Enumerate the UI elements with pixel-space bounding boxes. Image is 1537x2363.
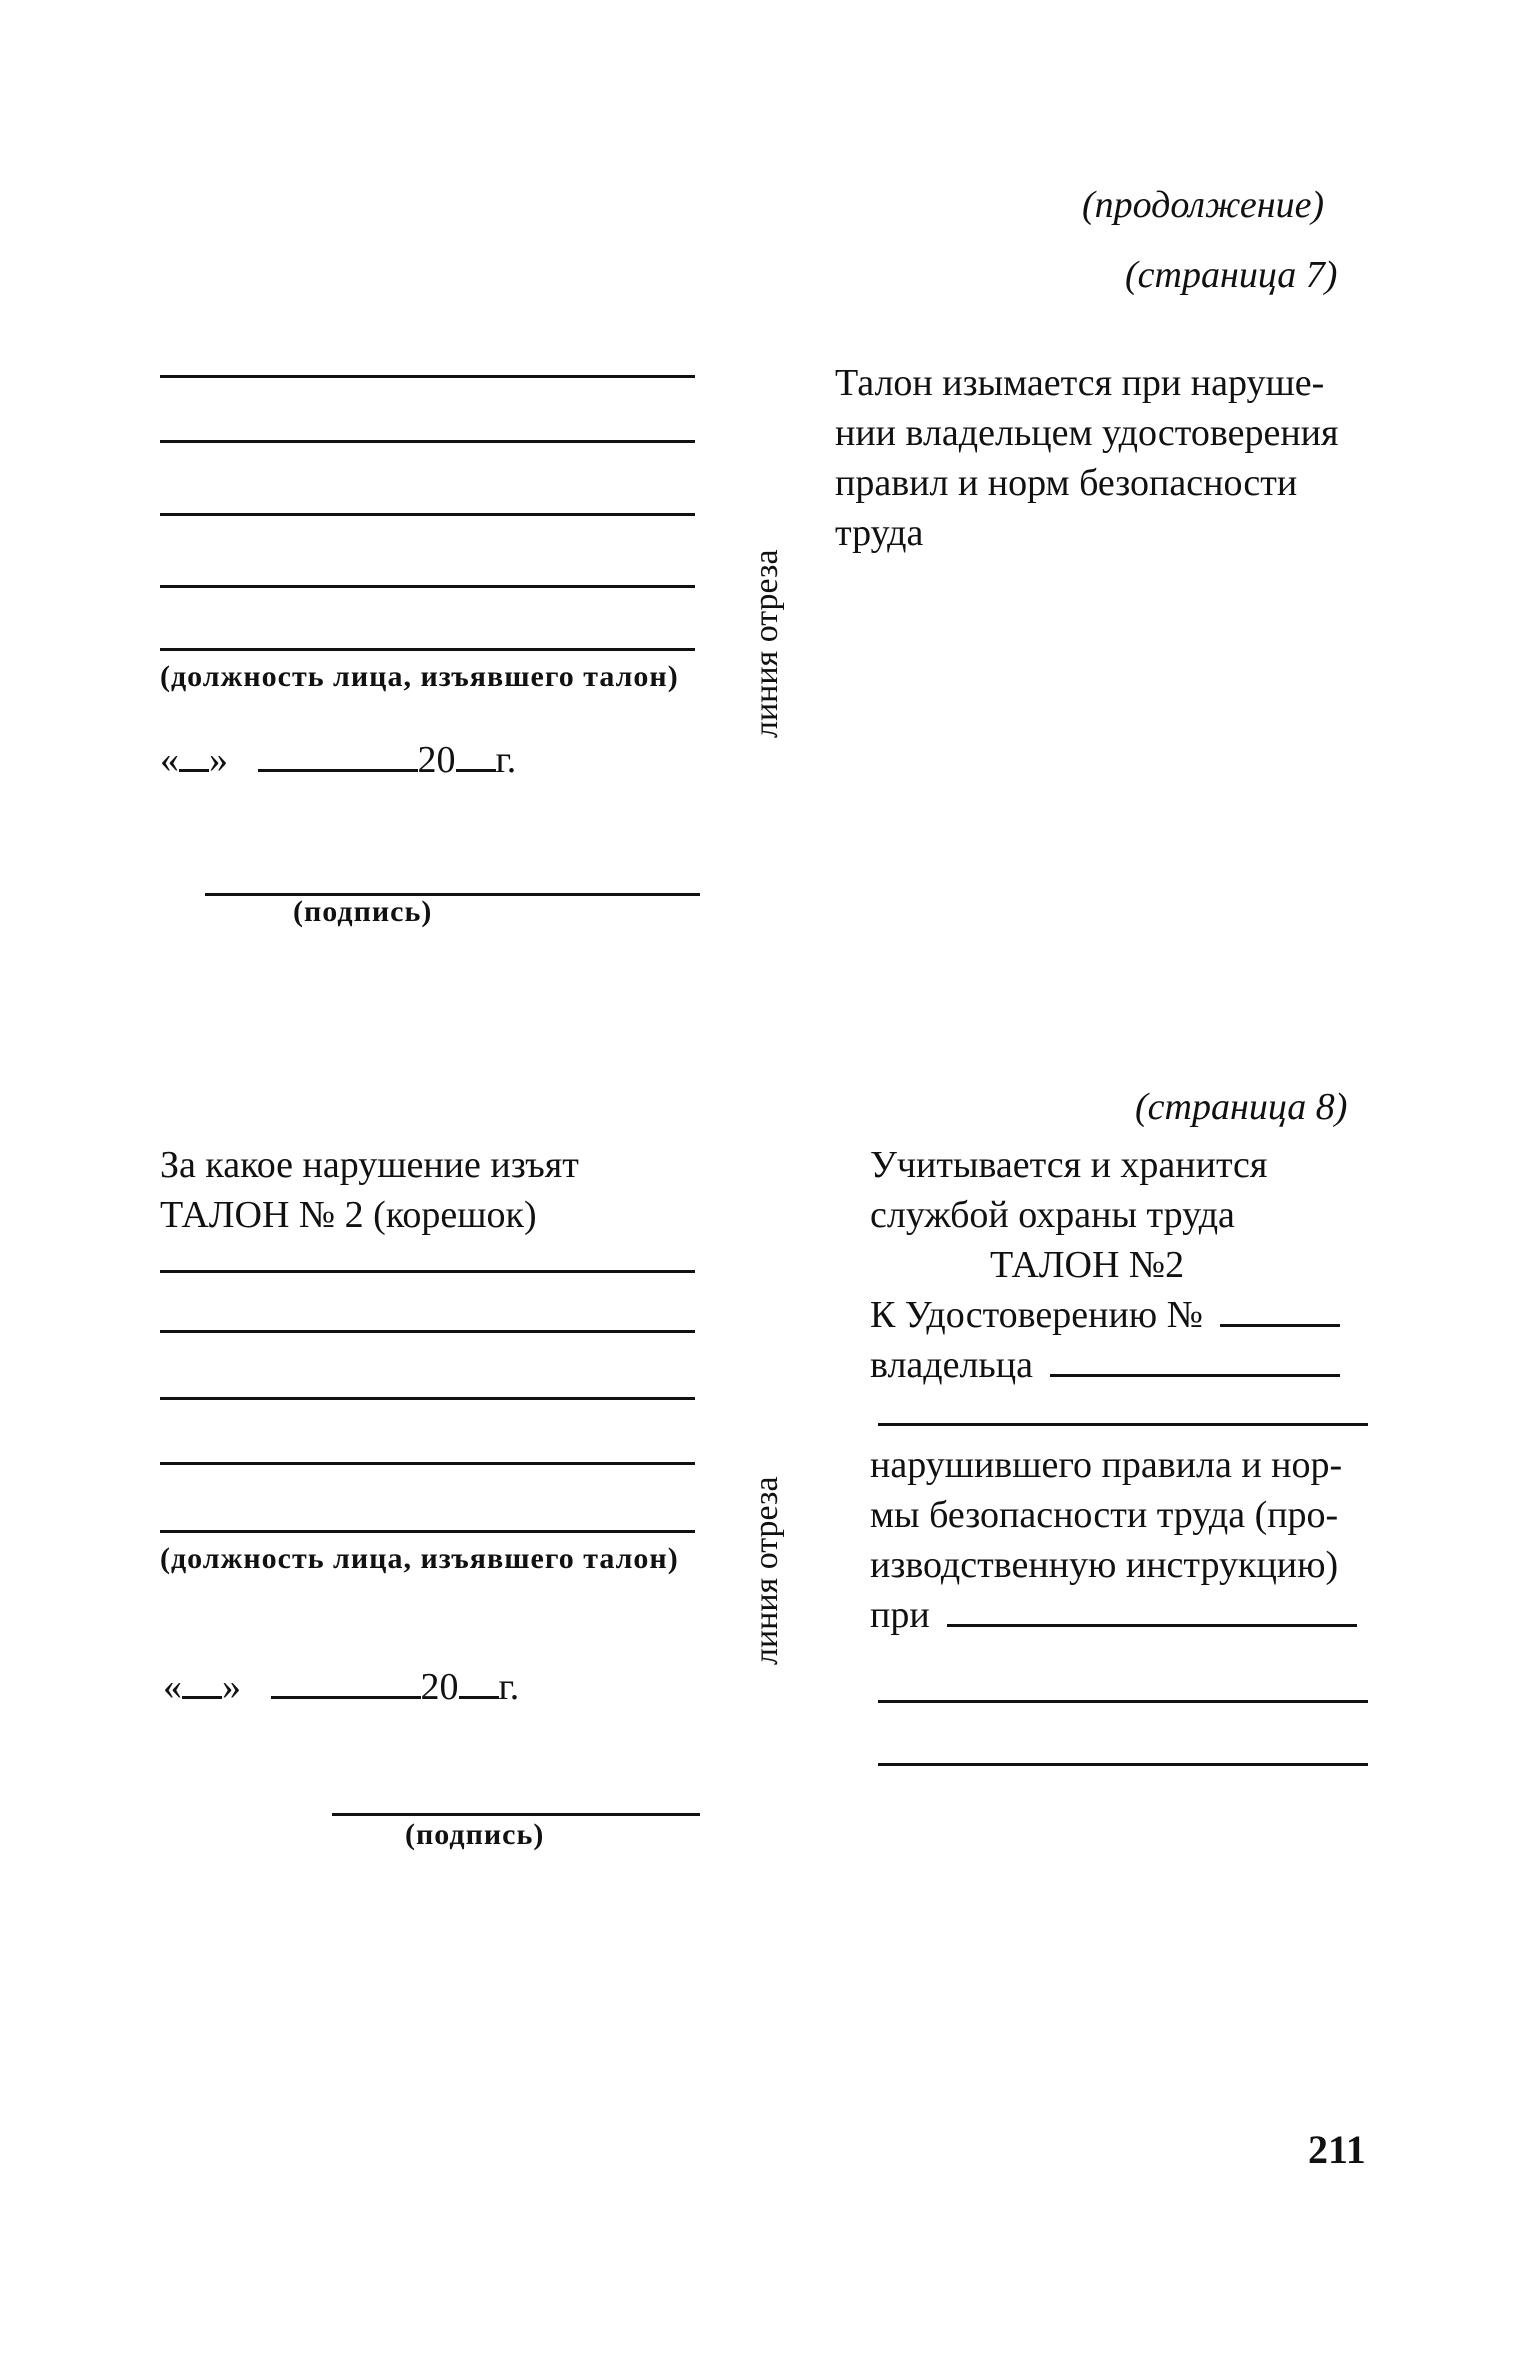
owner-label: владельца — [870, 1344, 1033, 1386]
signature-caption: (подпись) — [405, 1818, 545, 1851]
owner-name-continuation-line — [878, 1423, 1368, 1426]
owner-row — [870, 1340, 1340, 1390]
signature-line — [205, 893, 700, 896]
bottom-right-line-1: Учитывается и хранится — [870, 1144, 1268, 1186]
page-7-label: (страница 7) — [1125, 254, 1338, 296]
blank-line — [160, 585, 695, 588]
signature-line — [332, 1813, 700, 1816]
violation-line-2: мы безопасности труда (про- — [870, 1494, 1339, 1536]
month-blank — [258, 739, 418, 772]
blank-line — [878, 1763, 1368, 1766]
blank-line — [160, 375, 695, 378]
date-line — [160, 738, 516, 782]
violation-line-3: изводственную инструкцию) — [870, 1544, 1339, 1586]
blank-line — [160, 513, 695, 516]
blank-line — [160, 648, 695, 651]
date-line — [163, 1665, 519, 1709]
date-open-quote: « — [160, 739, 179, 781]
page-number: 211 — [1308, 2127, 1366, 2172]
day-blank — [182, 1666, 222, 1699]
top-right-line-4: труда — [835, 512, 924, 554]
owner-name-blank — [1050, 1344, 1340, 1377]
page-8-label: (страница 8) — [1135, 1086, 1348, 1128]
date-year: 20 — [420, 1666, 459, 1708]
date-open-quote: « — [163, 1666, 182, 1708]
certificate-number-blank — [1220, 1294, 1340, 1327]
violation-line-1: нарушившего правила и нор- — [870, 1444, 1343, 1486]
date-suffix: г. — [495, 739, 517, 781]
blank-line — [160, 1397, 695, 1400]
blank-line — [160, 440, 695, 443]
top-right-line-1: Талон изымается при наруше- — [835, 362, 1325, 404]
at-blank — [947, 1594, 1357, 1627]
day-blank — [179, 739, 209, 772]
blank-line — [160, 1530, 695, 1533]
bottom-left-line-1: За какое нарушение изъят — [160, 1144, 579, 1186]
blank-line — [878, 1700, 1368, 1703]
bottom-right-line-2: службой охраны труда — [870, 1194, 1235, 1236]
top-right-line-2: нии владельцем удостоверения — [835, 412, 1339, 454]
talon-number: ТАЛОН №2 — [990, 1244, 1185, 1286]
bottom-left-line-2: ТАЛОН № 2 (корешок) — [160, 1194, 537, 1236]
blank-line — [160, 1270, 695, 1273]
continuation-label: (продолжение) — [1082, 184, 1325, 226]
certificate-row — [870, 1290, 1340, 1340]
blank-line — [160, 1330, 695, 1333]
date-close-quote: » — [209, 739, 228, 781]
position-caption: (должность лица, изъявшего талон) — [160, 660, 679, 693]
position-caption: (должность лица, изъявшего талон) — [160, 1542, 679, 1575]
cut-line-label-bottom: линия отреза — [748, 1476, 785, 1665]
blank-line — [160, 1462, 695, 1465]
date-suffix: г. — [498, 1666, 520, 1708]
date-year: 20 — [417, 739, 456, 781]
signature-caption: (подпись) — [293, 895, 433, 928]
certificate-label: К Удостоверению № — [870, 1294, 1203, 1336]
year-blank — [459, 1666, 499, 1699]
top-right-line-3: правил и норм безопасности — [835, 462, 1298, 504]
date-close-quote: » — [222, 1666, 241, 1708]
cut-line-label-top: линия отреза — [748, 549, 785, 738]
year-blank — [456, 739, 496, 772]
month-blank — [271, 1666, 421, 1699]
at-row — [870, 1590, 1357, 1640]
at-label: при — [870, 1594, 930, 1636]
